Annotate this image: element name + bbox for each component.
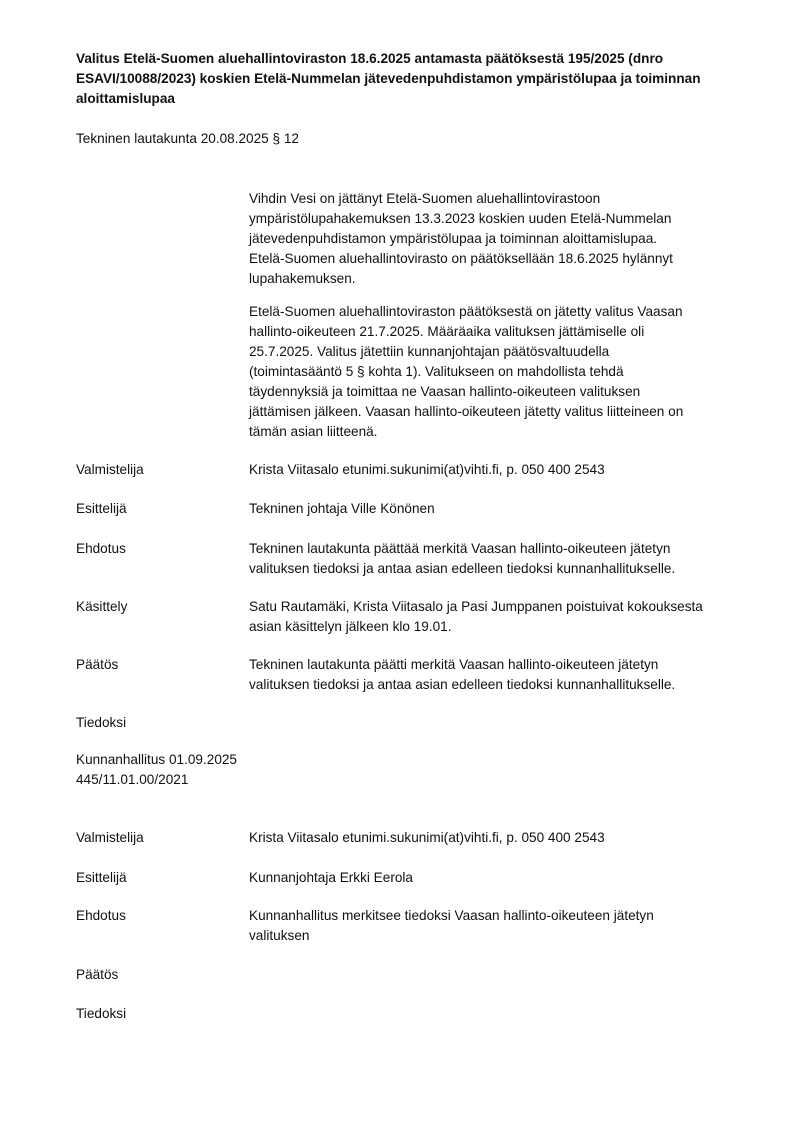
- paatos-label: Päätös: [76, 967, 119, 982]
- paragraph-line: Etelä-Suomen aluehallintoviraston päätöksestä on jätetty valitus Vaasan: [249, 304, 683, 319]
- paragraph-line: jätevedenpuhdistamon ympäristölupaa ja toiminnan aloittamislupaa.: [249, 231, 658, 246]
- paragraph-line: täydennyksiä ja toimittaa ne Vaasan hallinto-oikeuteen valituksen: [249, 384, 641, 399]
- esittelija-value: Kunnanjohtaja Erkki Eerola: [249, 870, 413, 885]
- meeting-reference: Tekninen lautakunta 20.08.2025 § 12: [76, 131, 299, 146]
- kasittely-value: [249, 597, 749, 637]
- esittelija-label: Esittelijä: [76, 501, 127, 516]
- title-line: ESAVI/10088/2023) koskien Etelä-Nummelan jätevedenpuhdistamon ympäristölupaa ja toiminnan: [76, 71, 701, 86]
- kunnanhallitus-meeting: Kunnanhallitus 01.09.2025: [76, 752, 237, 767]
- esittelija-value: Tekninen johtaja Ville Könönen: [249, 501, 435, 516]
- paatos-label: Päätös: [76, 657, 119, 672]
- ehdotus-line: Tekninen lautakunta päättää merkitä Vaasan hallinto-oikeuteen jätetyn: [249, 541, 671, 556]
- paragraph-line: Vihdin Vesi on jättänyt Etelä-Suomen aluehallintovirastoon: [249, 191, 601, 206]
- esittelija-label: Esittelijä: [76, 870, 127, 885]
- ehdotus-line: Kunnanhallitus merkitsee tiedoksi Vaasan hallinto-oikeuteen jätetyn: [249, 908, 654, 923]
- kasittely-label: Käsittely: [76, 599, 128, 614]
- valmistelija-value: Krista Viitasalo etunimi.sukunimi(at)vihti.fi, p. 050 400 2543: [249, 830, 605, 845]
- kunnanhallitus-dnro: 445/11.01.00/2021: [76, 772, 189, 787]
- description-paragraph: [249, 189, 749, 289]
- kunnanhallitus-reference: [76, 750, 237, 790]
- paragraph-line: lupahakemuksen.: [249, 271, 356, 286]
- paragraph-line: (toimintasääntö 5 § kohta 1). Valitukseen on mahdollista tehdä: [249, 364, 624, 379]
- kasittely-line: Satu Rautamäki, Krista Viitasalo ja Pasi Jumppanen poistuivat kokouksesta: [249, 599, 703, 614]
- ehdotus-value: [249, 906, 749, 946]
- tiedoksi-label: Tiedoksi: [76, 715, 127, 730]
- title-line: aloittamislupaa: [76, 91, 175, 106]
- paragraph-line: jättämisen jälkeen. Vaasan hallinto-oikeuteen jätetty valitus liitteineen on: [249, 404, 684, 419]
- paatos-line: valituksen tiedoksi ja antaa asian edelleen tiedoksi kunnanhallitukselle.: [249, 677, 676, 692]
- valmistelija-value: Krista Viitasalo etunimi.sukunimi(at)vihti.fi, p. 050 400 2543: [249, 462, 605, 477]
- ehdotus-line: valituksen tiedoksi ja antaa asian edelleen tiedoksi kunnanhallitukselle.: [249, 561, 676, 576]
- ehdotus-label: Ehdotus: [76, 541, 126, 556]
- valmistelija-label: Valmistelija: [76, 462, 144, 477]
- title-line: Valitus Etelä-Suomen aluehallintoviraston 18.6.2025 antamasta päätöksestä 195/2025 (dnro: [76, 51, 664, 66]
- ehdotus-label: Ehdotus: [76, 908, 126, 923]
- ehdotus-line: valituksen: [249, 928, 310, 943]
- paatos-value: [249, 655, 749, 695]
- appeal-paragraph: [249, 302, 749, 442]
- paragraph-line: hallinto-oikeuteen 21.7.2025. Määräaika valituksen jättämiselle oli: [249, 324, 645, 339]
- document-title: [76, 49, 736, 109]
- valmistelija-label: Valmistelija: [76, 830, 144, 845]
- paragraph-line: Etelä-Suomen aluehallintovirasto on päätöksellään 18.6.2025 hylännyt: [249, 251, 673, 266]
- kasittely-line: asian käsittelyn jälkeen klo 19.01.: [249, 619, 452, 634]
- tiedoksi-label: Tiedoksi: [76, 1006, 127, 1021]
- paragraph-line: ympäristölupahakemuksen 13.3.2023 koskien uuden Etelä-Nummelan: [249, 211, 672, 226]
- paragraph-line: tämän asian liitteenä.: [249, 424, 378, 439]
- paatos-line: Tekninen lautakunta päätti merkitä Vaasan hallinto-oikeuteen jätetyn: [249, 657, 659, 672]
- ehdotus-value: [249, 539, 749, 579]
- paragraph-line: 25.7.2025. Valitus jätettiin kunnanjohtajan päätösvaltuudella: [249, 344, 610, 359]
